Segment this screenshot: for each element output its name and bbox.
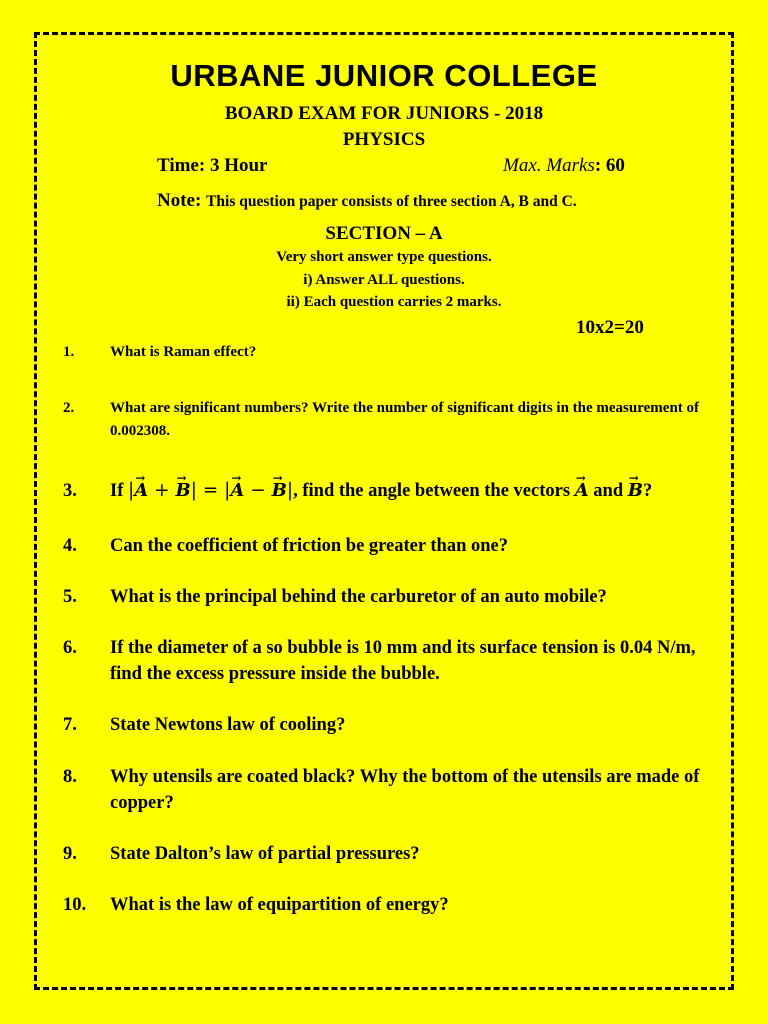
exam-title: BOARD EXAM FOR JUNIORS - 2018	[224, 103, 544, 124]
question-number: 7.	[63, 715, 77, 735]
question-text: If |→ A + → B| = |→ A − → B|, find the angle between the vectors → A and → B?	[110, 478, 710, 504]
vector-a: → A	[230, 478, 244, 504]
question-number: 1.	[63, 344, 75, 360]
instruction-3: ii) Each question carries 2 marks.	[286, 294, 502, 310]
time-info: Time: 3 Hour	[157, 155, 268, 176]
vector-b: → B	[628, 478, 643, 504]
question-number: 10.	[63, 895, 87, 915]
question-number: 5.	[63, 587, 77, 607]
section-title: SECTION – A	[325, 223, 443, 244]
question-text: If the diameter of a so bubble is 10 mm and its surface tension is 0.04 N/m, find the excess pressure inside the bubble.	[110, 638, 696, 684]
question-number: 3.	[63, 481, 77, 501]
max-marks-label: Max. Marks	[503, 155, 595, 176]
question-text: State Dalton’s law of partial pressures?	[110, 844, 420, 864]
college-title: URBANE JUNIOR COLLEGE	[170, 58, 598, 93]
note-label: Note:	[157, 190, 202, 211]
subject-title: PHYSICS	[342, 129, 426, 150]
note	[157, 190, 577, 212]
max-marks-info	[503, 155, 625, 177]
question-text: What is the law of equipartition of energy?	[110, 895, 449, 915]
question-number: 9.	[63, 844, 77, 864]
note-text: This question paper consists of three section A, B and C.	[206, 193, 577, 210]
question-text: State Newtons law of cooling?	[110, 715, 346, 735]
question-text: What are significant numbers? Write the number of significant digits in the measurement of 0.002308.	[110, 400, 700, 439]
vector-a: → A	[575, 478, 589, 504]
question-text: What is the principal behind the carburetor of an auto mobile?	[110, 587, 607, 607]
question-number: 2.	[63, 400, 75, 416]
vector-b: → B	[175, 478, 190, 504]
question-number: 6.	[63, 638, 77, 658]
vector-b: → B	[272, 478, 287, 504]
question-number: 4.	[63, 536, 77, 556]
question-number: 8.	[63, 767, 77, 787]
question-text: Why utensils are coated black? Why the bottom of the utensils are made of copper?	[110, 767, 700, 813]
question-text: What is Raman effect?	[110, 344, 257, 360]
max-marks-value: : 60	[594, 155, 625, 176]
instruction-2: i) Answer ALL questions.	[303, 272, 465, 288]
vector-a: → A	[134, 478, 148, 504]
instruction-1: Very short answer type questions.	[276, 249, 492, 265]
question-text: Can the coefficient of friction be greater than one?	[110, 536, 509, 556]
section-score: 10x2=20	[576, 317, 644, 338]
